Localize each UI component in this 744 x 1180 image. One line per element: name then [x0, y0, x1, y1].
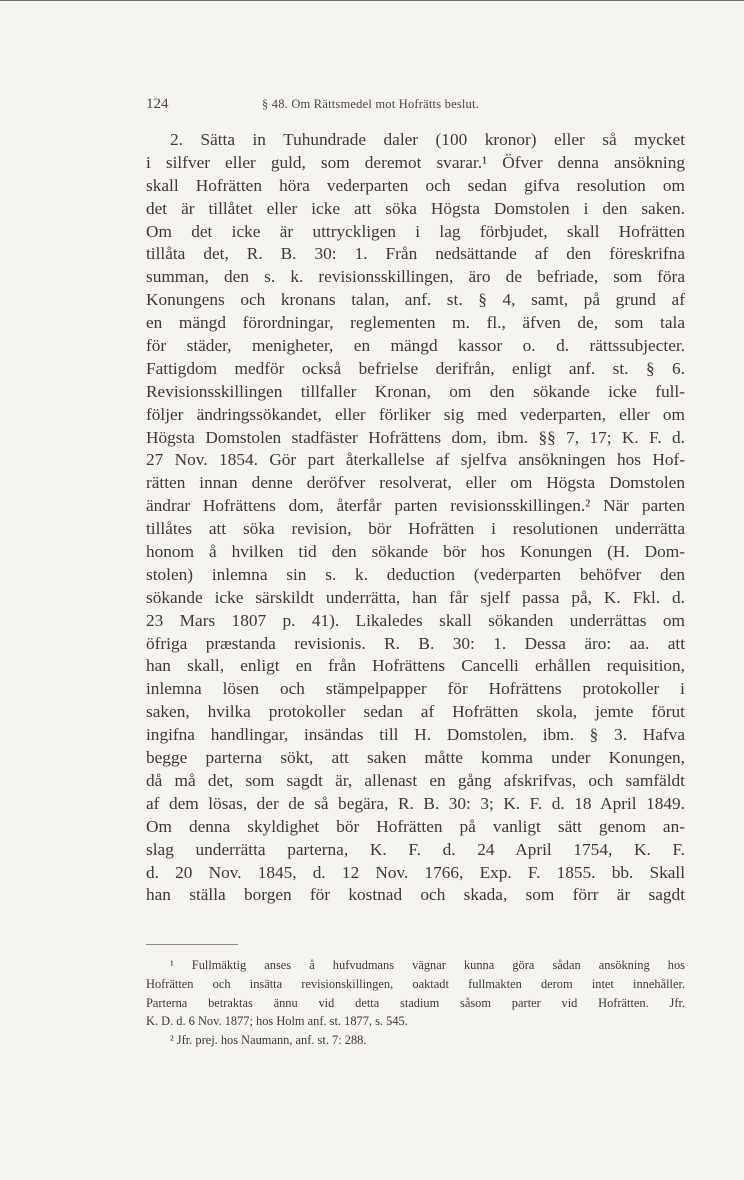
footnote-line: ¹ Fullmäktig anses å hufvudmans vägnar kunna göra sådan ansökning hos — [170, 958, 685, 972]
page-number: 124 — [146, 96, 169, 112]
text-line: summan, den s. k. revisionsskillingen, äro de befriade, som föra — [146, 267, 685, 287]
running-head: § 48. Om Rättsmedel mot Hofrätts beslut. — [262, 97, 480, 111]
text-line: tillåta det, R. B. 30: 1. Från nedsättande af den föreskrifna — [146, 244, 685, 264]
text-line: det är tillåtet eller icke att söka Högsta Domstolen i den saken. — [146, 198, 685, 218]
body-text — [146, 129, 685, 907]
text-line: stolen) inlemna sin s. k. deduction (vederparten behöfver den — [146, 564, 685, 584]
text-line: för städer, menigheter, en mängd kassor o. d. rättssubjecter. — [146, 336, 685, 356]
text-line: Konungens och kronans talan, anf. st. § 4, samt, på grund af — [146, 290, 685, 310]
text-line: Om denna skyldighet bör Hofrätten på vanligt sätt genom an- — [146, 816, 685, 836]
footnote-line: Parterna betraktas ännu vid detta stadium såsom parter vid Hofrätten. Jfr. — [146, 995, 685, 1010]
footnote-line: ² Jfr. prej. hos Naumann, anf. st. 7: 288. — [170, 1033, 367, 1048]
text-line: begge parterna sökt, att saken måtte komma under Konungen, — [146, 748, 685, 768]
footnote-line: Hofrätten och insätta revisionskillingen, oaktadt fullmakten derom intet innehåller. — [146, 976, 685, 991]
text-line: han skall, enligt en från Hofrättens Cancelli erhållen requisition, — [146, 656, 685, 676]
text-line: öfriga præstanda revisionis. R. B. 30: 1. Dessa äro: aa. att — [146, 633, 685, 653]
footnotes — [146, 956, 685, 1050]
text-line: då må det, som sagdt är, allenast en gång afskrifvas, och samfäldt — [146, 770, 685, 790]
text-line: 27 Nov. 1854. Gör part återkallelse af sjelfva ansökningen hos Hof- — [146, 450, 685, 470]
text-line: Revisionsskillingen tillfaller Kronan, om den sökande icke full- — [146, 381, 685, 401]
text-line: skall Hofrätten höra vederparten och sedan gifva resolution om — [146, 175, 685, 195]
text-line: följer ändringssökandet, eller förliker sig med vederparten, eller om — [146, 404, 685, 424]
text-line: 2. Sätta in Tuhundrade daler (100 kronor) eller så mycket — [170, 130, 685, 149]
footnote-line: K. D. d. 6 Nov. 1877; hos Holm anf. st. 1877, s. 545. — [146, 1014, 408, 1029]
text-line: sökande icke särskildt underrätta, han får sjelf passa på, K. Fkl. d. — [146, 587, 685, 607]
text-line: Högsta Domstolen stadfäster Hofrättens dom, ibm. §§ 7, 17; K. F. d. — [146, 427, 685, 447]
text-line: rätten innan denne deröfver resolverat, eller om Högsta Domstolen — [146, 473, 685, 493]
text-line: d. 20 Nov. 1845, d. 12 Nov. 1766, Exp. F. 1855. bb. Skall — [146, 862, 685, 882]
text-line: saken, hvilka protokoller sedan af Hofrätten skola, jemte förut — [146, 702, 685, 722]
text-line: inlemna lösen och stämpelpapper för Hofrättens protokoller i — [146, 679, 685, 699]
text-line: ingifna handlingar, insändas till H. Domstolen, ibm. § 3. Hafva — [146, 725, 685, 745]
text-line: ändrar Hofrättens dom, återfår parten revisionsskillingen.² När parten — [146, 496, 685, 516]
text-line: slag underrätta parterna, K. F. d. 24 April 1754, K. F. — [146, 839, 685, 859]
text-line: Om det icke är uttryckligen i lag förbjudet, skall Hofrätten — [146, 221, 685, 241]
page-header — [146, 96, 666, 118]
text-line: 23 Mars 1807 p. 41). Likaledes skall sökanden underrättas om — [146, 610, 685, 630]
text-line: Fattigdom medför också befrielse derifrån, enligt anf. st. § 6. — [146, 358, 685, 378]
top-edge-line — [0, 0, 744, 1]
text-line: i silfver eller guld, som deremot svarar.¹ Öfver denna ansökning — [146, 152, 685, 172]
footnote-separator — [146, 944, 238, 945]
text-line: han ställa borgen för kostnad och skada, som förr är sagdt — [146, 885, 685, 905]
text-line: tillåtes att söka revision, bör Hofrätten i resolutionen underrätta — [146, 519, 685, 539]
text-line: en mängd förordningar, reglementen m. fl., äfven de, som tala — [146, 313, 685, 333]
text-line: honom å hvilken tid den sökande bör hos Konungen (H. Dom- — [146, 542, 685, 562]
text-line: af dem lösas, der de så begära, R. B. 30: 3; K. F. d. 18 April 1849. — [146, 793, 685, 813]
